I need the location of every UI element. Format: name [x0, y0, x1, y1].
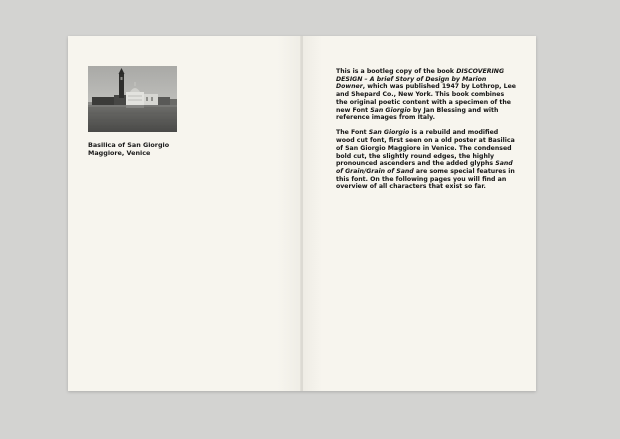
- caption-line-2: Maggiore, Venice: [88, 149, 151, 158]
- paragraph-2: [336, 129, 516, 191]
- paragraph-2-text-2: is a rebuild and modified wood cut font, first seen on a old poster at Basilica of San Giorgio Maggiore in Venice. The condensed bold cut, the slightly round edges, the highly pronounced ascenders and the added glyphs: [336, 129, 515, 168]
- paragraph-1-text-1: This is a bootleg copy of the book: [336, 68, 457, 75]
- book-spread: [68, 36, 536, 391]
- paragraph-2-glyph-names: Sand of Grain/Grain of Sand: [336, 160, 513, 175]
- left-page: [68, 36, 301, 391]
- paragraph-2-font-name: San Giorgio: [368, 129, 410, 137]
- intro-text: [336, 68, 516, 199]
- paragraph-1-font-name: San Giorgio: [370, 106, 411, 114]
- paragraph-1-book-title: DISCOVERING DESIGN – A brief Story of Design by Marion Downer: [336, 68, 505, 91]
- paragraph-1-text-2: , which was published 1947 by Lothrop, Lee and Shepard Co., New York. This book combines the original poetic content with a specimen of the new Font: [336, 83, 516, 114]
- caption-line-1: Basilica of San Giorgio: [88, 141, 170, 149]
- right-page: [303, 36, 536, 391]
- paragraph-1: [336, 68, 516, 122]
- paragraph-1-text-3: by Jan Blessing and with reference images from Italy.: [336, 106, 499, 122]
- paragraph-2-text-1: The Font: [336, 129, 369, 137]
- photo-caption: [88, 141, 208, 157]
- venice-photo: [88, 66, 177, 132]
- paragraph-2-text-3: are some special features in this font. On the following pages you will find an overview of all characters that exist so far.: [336, 167, 515, 191]
